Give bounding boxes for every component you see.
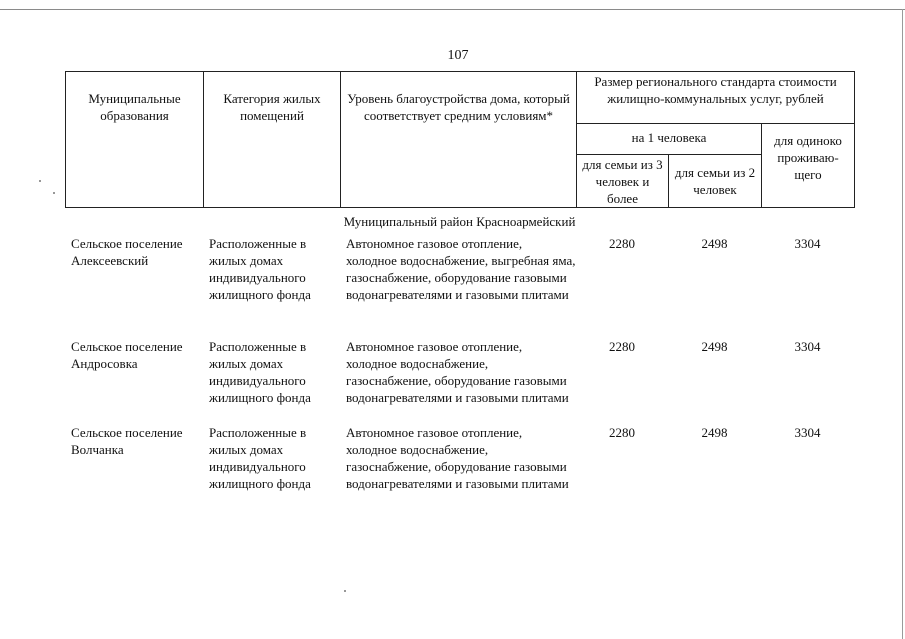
cell-municipality: Сельское поселение Андросовка	[71, 339, 183, 371]
table-row	[65, 424, 854, 514]
scan-edge-right	[902, 9, 903, 639]
scan-speck	[53, 192, 55, 194]
data-table	[65, 235, 854, 514]
cell-category: Расположенные в жилых домах индивидуального жилищного фонда	[209, 236, 311, 302]
cell-category: Расположенные в жилых домах индивидуального жилищного фонда	[209, 339, 311, 405]
cell-family-2: 2498	[701, 339, 728, 354]
header-family-2: для семьи из 2 человек	[669, 155, 762, 208]
cell-family-3: 2280	[609, 236, 635, 251]
cell-level: Автономное газовое отопление, холодное водоснабжение, газоснабжение, оборудование газовыми водонагревателями и газовыми плитами	[346, 425, 569, 491]
district-title: Муниципальный район Красноармейский	[343, 214, 576, 229]
scan-speck	[344, 590, 346, 592]
cell-family-3: 2280	[609, 339, 635, 354]
cell-single: 3304	[794, 236, 821, 251]
page-number: 107	[447, 48, 469, 63]
header-single: для одиноко проживаю-щего	[762, 124, 855, 208]
table-row	[65, 235, 854, 338]
header-family-3: для семьи из 3 человек и более	[577, 155, 669, 208]
cell-municipality: Сельское поселение Волчанка	[71, 425, 183, 457]
cell-level: Автономное газовое отопление, холодное водоснабжение, выгребная яма, газоснабжение, оборудование газовыми водонагревателями и газовыми плитами	[346, 236, 576, 302]
header-standard: Размер регионального стандарта стоимости жилищно-коммунальных услуг, рублей	[577, 72, 855, 124]
scan-speck	[39, 180, 41, 182]
cell-family-2: 2498	[701, 425, 728, 440]
cell-family-3: 2280	[609, 425, 635, 440]
table-row	[65, 338, 854, 424]
cell-municipality: Сельское поселение Алексеевский	[71, 236, 183, 268]
table-body	[65, 208, 854, 514]
scan-edge-top	[0, 9, 905, 10]
cell-level: Автономное газовое отопление, холодное водоснабжение, газоснабжение, оборудование газовыми водонагревателями и газовыми плитами	[346, 339, 569, 405]
header-per-person: на 1 человека	[577, 124, 762, 155]
header-level: Уровень благоустройства дома, который соответствует средним условиям*	[341, 72, 577, 208]
cell-category: Расположенные в жилых домах индивидуального жилищного фонда	[209, 425, 311, 491]
cell-single: 3304	[794, 339, 821, 354]
header-municipalities: Муниципальные образования	[66, 72, 204, 208]
header-category: Категория жилых помещений	[204, 72, 341, 208]
table-header	[65, 71, 855, 208]
cell-single: 3304	[794, 425, 821, 440]
cell-family-2: 2498	[701, 236, 728, 251]
